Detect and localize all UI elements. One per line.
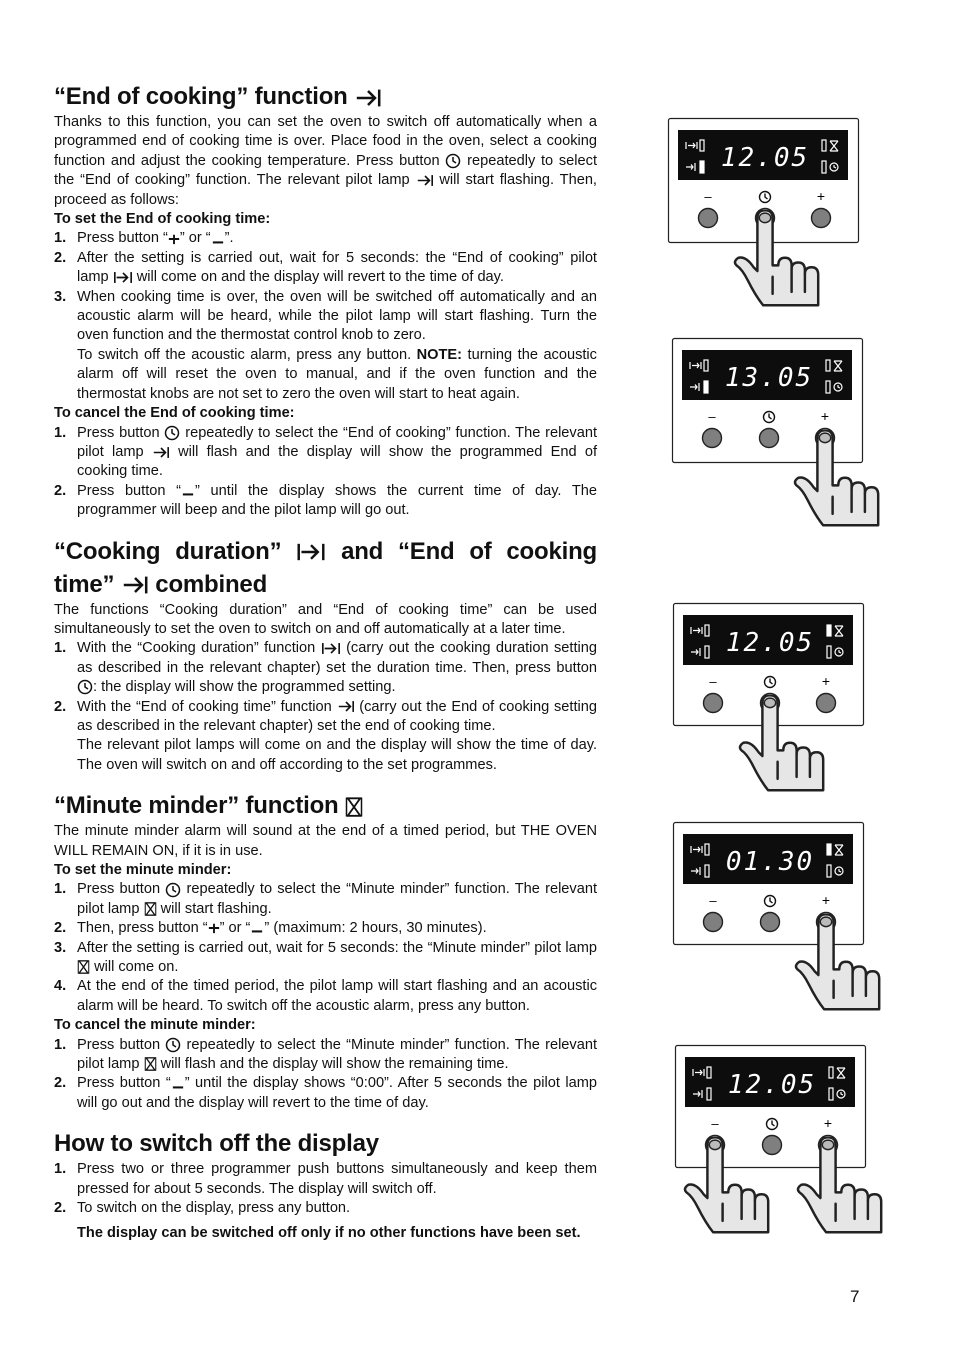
set-minder-list bbox=[54, 880, 597, 1016]
panel-button bbox=[761, 913, 780, 932]
cancel-end-list bbox=[54, 424, 597, 521]
minus-icon bbox=[171, 1078, 185, 1090]
panel-button bbox=[760, 429, 779, 448]
selector-button-icon bbox=[164, 425, 180, 441]
end-of-cooking-icon bbox=[152, 446, 170, 459]
end-of-cooking-icon bbox=[354, 88, 382, 108]
minus-label: – bbox=[704, 189, 712, 204]
list-item: 1. Press button repeatedly to select the “Minute minder” function. The relevant pilot lamp will flash and the display will show the remaining time. bbox=[54, 1036, 598, 1073]
minus-icon bbox=[181, 485, 195, 497]
combined-heading: “Cooking duration” and “End of cooking time” combined bbox=[54, 537, 597, 598]
list-item: 2. With the “End of cooking time” function (carry out the End of cooking setting as described in the relevant chapter) set the end of cooking time. The relevant pilot lamps will come on and the display will show the time of day. The oven will switch on and off according to the set programmes. bbox=[54, 698, 597, 773]
plus-icon bbox=[208, 922, 220, 934]
list-item: 1. Press button repeatedly to select the “End of cooking” function. The relevant pilot lamp will flash and the display will show the programmed End of cooking time. bbox=[54, 424, 598, 480]
control-panel-illustration bbox=[673, 603, 903, 810]
cooking-duration-icon bbox=[113, 271, 133, 284]
control-panel-illustration bbox=[668, 118, 898, 327]
list-item: 1. Press button repeatedly to select the “Minute minder” function. The relevant pilot lamp will start flashing. bbox=[54, 881, 598, 917]
plus-label: + bbox=[820, 408, 830, 424]
list-item: 3. When cooking time is over, the oven will be switched off automatically and an acoustic alarm will be heard, while the pilot lamp will start flashing. Turn the oven function and the thermostat control knob to zero. To switch off the acoustic alarm, press any button. NOTE: turning the acoustic alarm off will reset the oven to manual, and if the oven function and the thermostat knobs are not set to zero the oven will start to heat again. bbox=[54, 288, 597, 402]
hourglass-icon bbox=[345, 797, 363, 817]
end-of-cooking-icon bbox=[416, 174, 434, 187]
plus-icon bbox=[168, 233, 180, 245]
panel-button bbox=[704, 913, 723, 932]
subheading-set-minder: To set the minute minder: bbox=[54, 862, 232, 878]
list-item: 2. To switch on the display, press any button. bbox=[54, 1200, 351, 1217]
switch-off-list bbox=[54, 1160, 597, 1218]
minus-label: – bbox=[711, 1116, 719, 1131]
panel-button bbox=[817, 694, 836, 713]
end-of-cooking-icon bbox=[121, 575, 149, 595]
selector-button-icon bbox=[165, 1037, 181, 1053]
minus-icon bbox=[250, 922, 264, 934]
cooking-duration-icon bbox=[321, 642, 341, 655]
display-time: 12.05 bbox=[727, 1070, 817, 1100]
set-end-list bbox=[54, 229, 597, 404]
page-number: 7 bbox=[850, 1287, 860, 1306]
minus-label: – bbox=[709, 674, 717, 689]
display-time: 12.05 bbox=[720, 143, 810, 173]
hourglass-icon bbox=[144, 902, 157, 916]
cancel-minder-list bbox=[54, 1036, 597, 1114]
text-column bbox=[54, 80, 597, 1243]
switch-off-display-heading: How to switch off the display bbox=[54, 1130, 379, 1158]
minus-label: – bbox=[708, 409, 716, 424]
end-of-cooking-intro: Thanks to this function, you can set the oven to switch off automatically when a programmed end of cooking time is over. Place food in the oven, select a cooking function and adjust the cooking temperature. Press button repeatedly to select the “End of cooking” function. The relevant pilot lamp will start flashing. Then, proceed as follows: bbox=[54, 114, 598, 208]
minute-minder-heading: “Minute minder” function bbox=[54, 789, 597, 822]
list-item: 1. With the “Cooking duration” function (carry out the cooking duration setting as described in the relevant chapter) set the duration time. Then, press button : the display will show the programmed setting. bbox=[54, 640, 597, 696]
control-panel-illustration bbox=[675, 1045, 905, 1252]
combined-intro: The functions “Cooking duration” and “End of cooking time” can be used simultaneously to set the oven to switch on and off automatically at a later time. bbox=[54, 601, 597, 637]
list-item: 2. Press button “ ” until the display shows the current time of day. The programmer will beep and the pilot lamp will go out. bbox=[54, 482, 597, 519]
subheading-cancel-minder: To cancel the minute minder: bbox=[54, 1017, 256, 1034]
minus-icon bbox=[211, 233, 225, 245]
minus-label: – bbox=[709, 893, 717, 908]
list-item: 1. Press button “ ” or “ ”. bbox=[54, 230, 234, 247]
list-item: 2. Then, press button “ ” or “ ” (maximum: 2 hours, 30 minutes). bbox=[54, 920, 487, 937]
panel-button bbox=[704, 694, 723, 713]
display-time: 01.30 bbox=[725, 847, 815, 877]
panel-button bbox=[699, 209, 718, 228]
end-of-cooking-heading: “End of cooking” function bbox=[54, 80, 597, 113]
switch-off-note: The display can be switched off only if no other functions have been set. bbox=[77, 1224, 581, 1241]
list-item: 4. At the end of the timed period, the pilot lamp will start flashing and an acoustic alarm will be heard. To switch off the acoustic alarm, press any button. bbox=[54, 978, 597, 1014]
plus-label: + bbox=[816, 188, 826, 204]
list-item: 1. Press two or three programmer push buttons simultaneously and keep them pressed for about 5 seconds. The display will switch off. bbox=[54, 1161, 597, 1197]
selector-button-icon bbox=[77, 679, 93, 695]
hourglass-icon bbox=[77, 960, 90, 974]
list-item: 3. After the setting is carried out, wait for 5 seconds: the “Minute minder” pilot lamp will come on. bbox=[54, 939, 597, 976]
list-item: 2. After the setting is carried out, wait for 5 seconds: the “End of cooking” pilot lamp will come on and the display will revert to the time of day. bbox=[54, 249, 597, 286]
list-item: 2. Press button “ ” until the display shows “0:00”. After 5 seconds the pilot lamp will go out and the display will revert to the time of day. bbox=[54, 1075, 597, 1111]
hourglass-icon bbox=[144, 1057, 157, 1071]
display-time: 13.05 bbox=[724, 363, 814, 393]
subheading-cancel-end: To cancel the End of cooking time: bbox=[54, 405, 295, 422]
plus-label: + bbox=[821, 673, 831, 689]
display-time: 12.05 bbox=[725, 628, 815, 658]
plus-label: + bbox=[821, 892, 831, 908]
combined-list bbox=[54, 639, 597, 775]
panel-button bbox=[763, 1136, 782, 1155]
panel-button bbox=[703, 429, 722, 448]
selector-button-icon bbox=[165, 882, 181, 898]
panel-button bbox=[812, 209, 831, 228]
selector-button-icon bbox=[445, 153, 461, 169]
plus-label: + bbox=[823, 1115, 833, 1131]
control-panel-illustration bbox=[672, 338, 902, 547]
subheading-set-end: To set the End of cooking time: bbox=[54, 211, 271, 228]
cooking-duration-icon bbox=[296, 542, 326, 562]
control-panel-illustration bbox=[673, 822, 903, 1029]
minute-minder-intro: The minute minder alarm will sound at the end of a timed period, but THE OVEN WILL REMAIN ON, if it is in use. bbox=[54, 823, 597, 859]
end-of-cooking-icon bbox=[337, 700, 355, 713]
